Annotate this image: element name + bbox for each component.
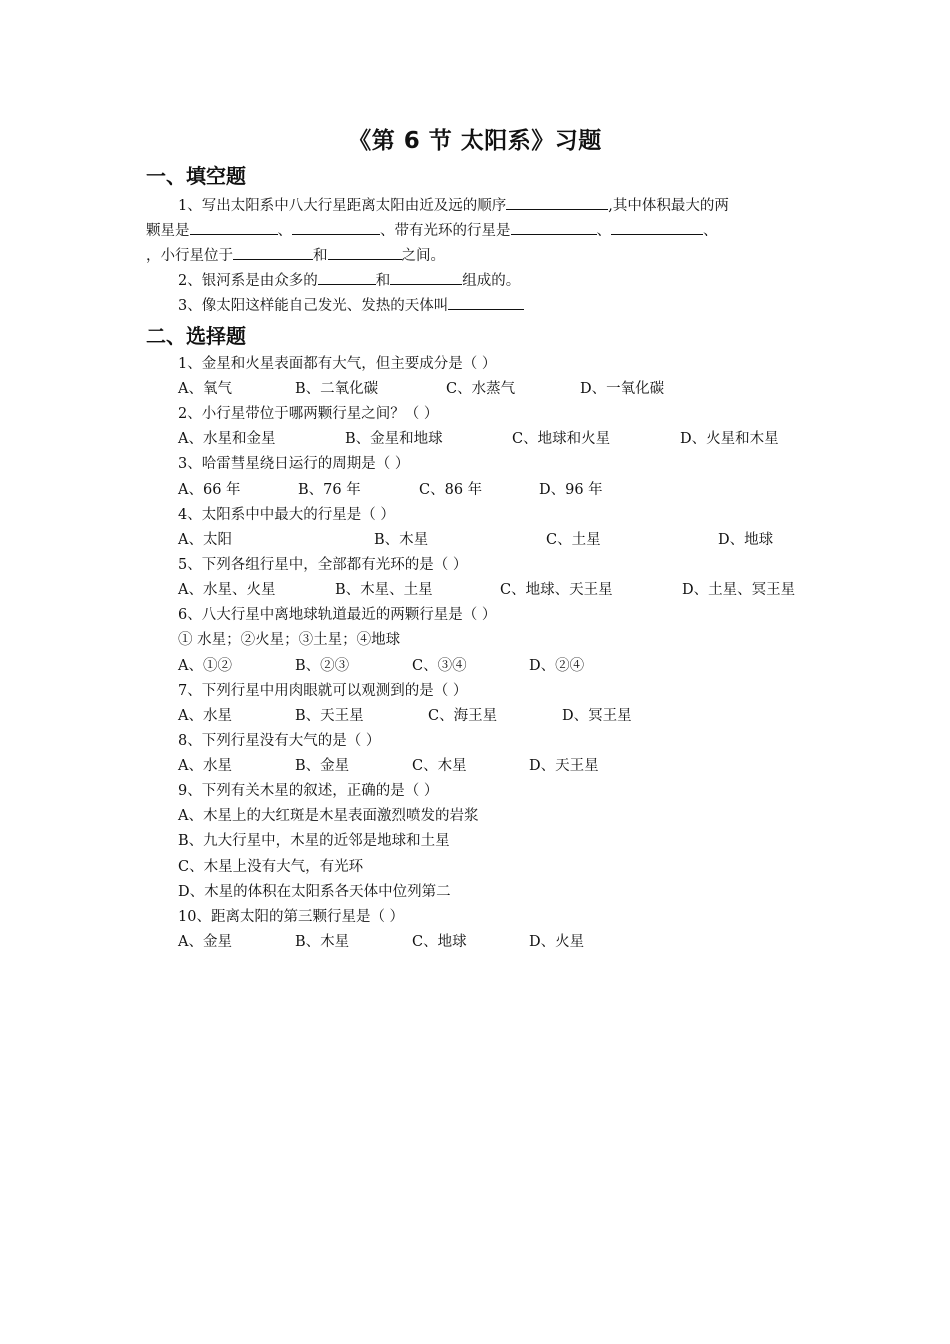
choice-q3-option-c[interactable]: C、86 年: [419, 482, 483, 498]
fill-q2-text-c: 组成的。: [462, 273, 521, 289]
choice-q1-option-d[interactable]: D、一氧化碳: [580, 381, 665, 397]
choice-q4-option-a[interactable]: A、太阳: [178, 532, 232, 548]
choice-q8-option-d[interactable]: D、天王星: [529, 758, 599, 774]
answer-blank[interactable]: [448, 295, 524, 310]
fill-question-2: [178, 270, 520, 291]
fill-q1-text-a: 1、写出太阳系中八大行星距离太阳由近及远的顺序: [178, 198, 507, 214]
choice-q5-option-d[interactable]: D、土星、冥王星: [682, 582, 796, 598]
choice-q9-option-c[interactable]: C、木星上没有大气，有光环: [178, 859, 364, 875]
fill-q1-text-g: 之间。: [401, 248, 445, 264]
fill-q2-text-a: 2、银河系是由众多的: [178, 273, 318, 289]
answer-blank[interactable]: [611, 220, 703, 235]
choice-q9-option-d[interactable]: D、木星的体积在太阳系各天体中位列第二: [178, 884, 451, 900]
choice-q2-option-c[interactable]: C、地球和火星: [512, 431, 611, 447]
fill-question-1-line-3: [146, 245, 445, 266]
choice-question-4: 4、太阳系中中最大的行星是（ ）: [178, 507, 395, 523]
choice-q3-option-b[interactable]: B、76 年: [298, 482, 361, 498]
choice-q6-option-b[interactable]: B、②③: [295, 658, 350, 674]
choice-q7-option-b[interactable]: B、天王星: [295, 708, 364, 724]
choice-q2-option-d[interactable]: D、火星和木星: [680, 431, 779, 447]
answer-blank[interactable]: [318, 270, 376, 285]
choice-question-1: 1、金星和火星表面都有大气，但主要成分是（ ）: [178, 356, 497, 372]
fill-question-3: [178, 295, 524, 316]
choice-question-3: 3、哈雷彗星绕日运行的周期是（ ）: [178, 456, 410, 472]
choice-question-9: 9、下列有关木星的叙述，正确的是（ ）: [178, 783, 439, 799]
fill-q1-text-d: 、带有光环的行星是: [380, 223, 511, 239]
fill-question-1-line-2: [146, 220, 718, 241]
choice-q8-option-b[interactable]: B、金星: [295, 758, 350, 774]
choice-q4-option-d[interactable]: D、地球: [718, 532, 774, 548]
choice-q10-option-a[interactable]: A、金星: [178, 934, 232, 950]
choice-question-6: 6、八大行星中离地球轨道最近的两颗行星是（ ）: [178, 607, 497, 623]
fill-q2-text-b: 和: [375, 273, 391, 289]
choice-q5-option-a[interactable]: A、水星、火星: [178, 582, 276, 598]
answer-blank[interactable]: [390, 270, 462, 285]
answer-blank[interactable]: [292, 220, 380, 235]
choice-q2-option-b[interactable]: B、金星和地球: [345, 431, 443, 447]
choice-q8-option-a[interactable]: A、水星: [178, 758, 232, 774]
fill-q1-text-f: 和: [313, 248, 328, 264]
fill-question-1-line-1: [178, 195, 729, 216]
choice-q4-option-c[interactable]: C、土星: [546, 532, 601, 548]
separator: 、: [703, 223, 718, 239]
fill-q1-text-e: ，小行星位于: [146, 248, 233, 264]
section-heading-choice: 二、选择题: [146, 324, 246, 348]
choice-q4-option-b[interactable]: B、木星: [374, 532, 429, 548]
section-heading-fill-in: 一、填空题: [146, 164, 246, 188]
choice-q2-option-a[interactable]: A、水星和金星: [178, 431, 276, 447]
choice-question-2: 2、小行星带位于哪两颗行星之间？（ ）: [178, 406, 439, 422]
choice-q1-option-b[interactable]: B、二氧化碳: [295, 381, 379, 397]
answer-blank[interactable]: [233, 245, 313, 260]
choice-q9-option-b[interactable]: B、九大行星中，木星的近邻是地球和土星: [178, 833, 450, 849]
fill-q1-text-b: ,其中体积最大的两: [608, 198, 729, 214]
separator: 、: [596, 223, 611, 239]
choice-q5-option-c[interactable]: C、地球、天王星: [500, 582, 613, 598]
answer-blank[interactable]: [190, 220, 278, 235]
separator: 、: [277, 223, 292, 239]
choice-q1-option-c[interactable]: C、水蒸气: [446, 381, 516, 397]
choice-q3-option-a[interactable]: A、66 年: [178, 482, 241, 498]
choice-q10-option-d[interactable]: D、火星: [529, 934, 585, 950]
choice-q6-option-c[interactable]: C、③④: [412, 658, 467, 674]
choice-q7-option-c[interactable]: C、海王星: [428, 708, 498, 724]
choice-q1-option-a[interactable]: A、氧气: [178, 381, 232, 397]
answer-blank[interactable]: [328, 245, 402, 260]
choice-question-7: 7、下列行星中用肉眼就可以观测到的是（ ）: [178, 683, 468, 699]
choice-q6-list: ① 水星；②火星；③土星；④地球: [178, 632, 401, 648]
fill-q1-text-c: 颗星是: [146, 223, 190, 239]
choice-q5-option-b[interactable]: B、木星、土星: [335, 582, 433, 598]
choice-q10-option-c[interactable]: C、地球: [412, 934, 467, 950]
choice-q9-option-a[interactable]: A、木星上的大红斑是木星表面激烈喷发的岩浆: [178, 808, 479, 824]
answer-blank[interactable]: [506, 195, 608, 210]
choice-q6-option-d[interactable]: D、②④: [529, 658, 585, 674]
answer-blank[interactable]: [511, 220, 597, 235]
choice-question-8: 8、下列行星没有大气的是（ ）: [178, 733, 381, 749]
choice-question-10: 10、距离太阳的第三颗行星是（ ）: [178, 909, 405, 925]
choice-q7-option-d[interactable]: D、冥王星: [562, 708, 632, 724]
page-title: 《第 6 节 太阳系》习题: [348, 128, 602, 154]
choice-q3-option-d[interactable]: D、96 年: [539, 482, 603, 498]
choice-q6-option-a[interactable]: A、①②: [178, 658, 232, 674]
choice-q10-option-b[interactable]: B、木星: [295, 934, 350, 950]
choice-q7-option-a[interactable]: A、水星: [178, 708, 232, 724]
choice-question-5: 5、下列各组行星中，全部都有光环的是（ ）: [178, 557, 468, 573]
fill-q3-text-a: 3、像太阳这样能自己发光、发热的天体叫: [178, 298, 449, 314]
choice-q8-option-c[interactable]: C、木星: [412, 758, 467, 774]
